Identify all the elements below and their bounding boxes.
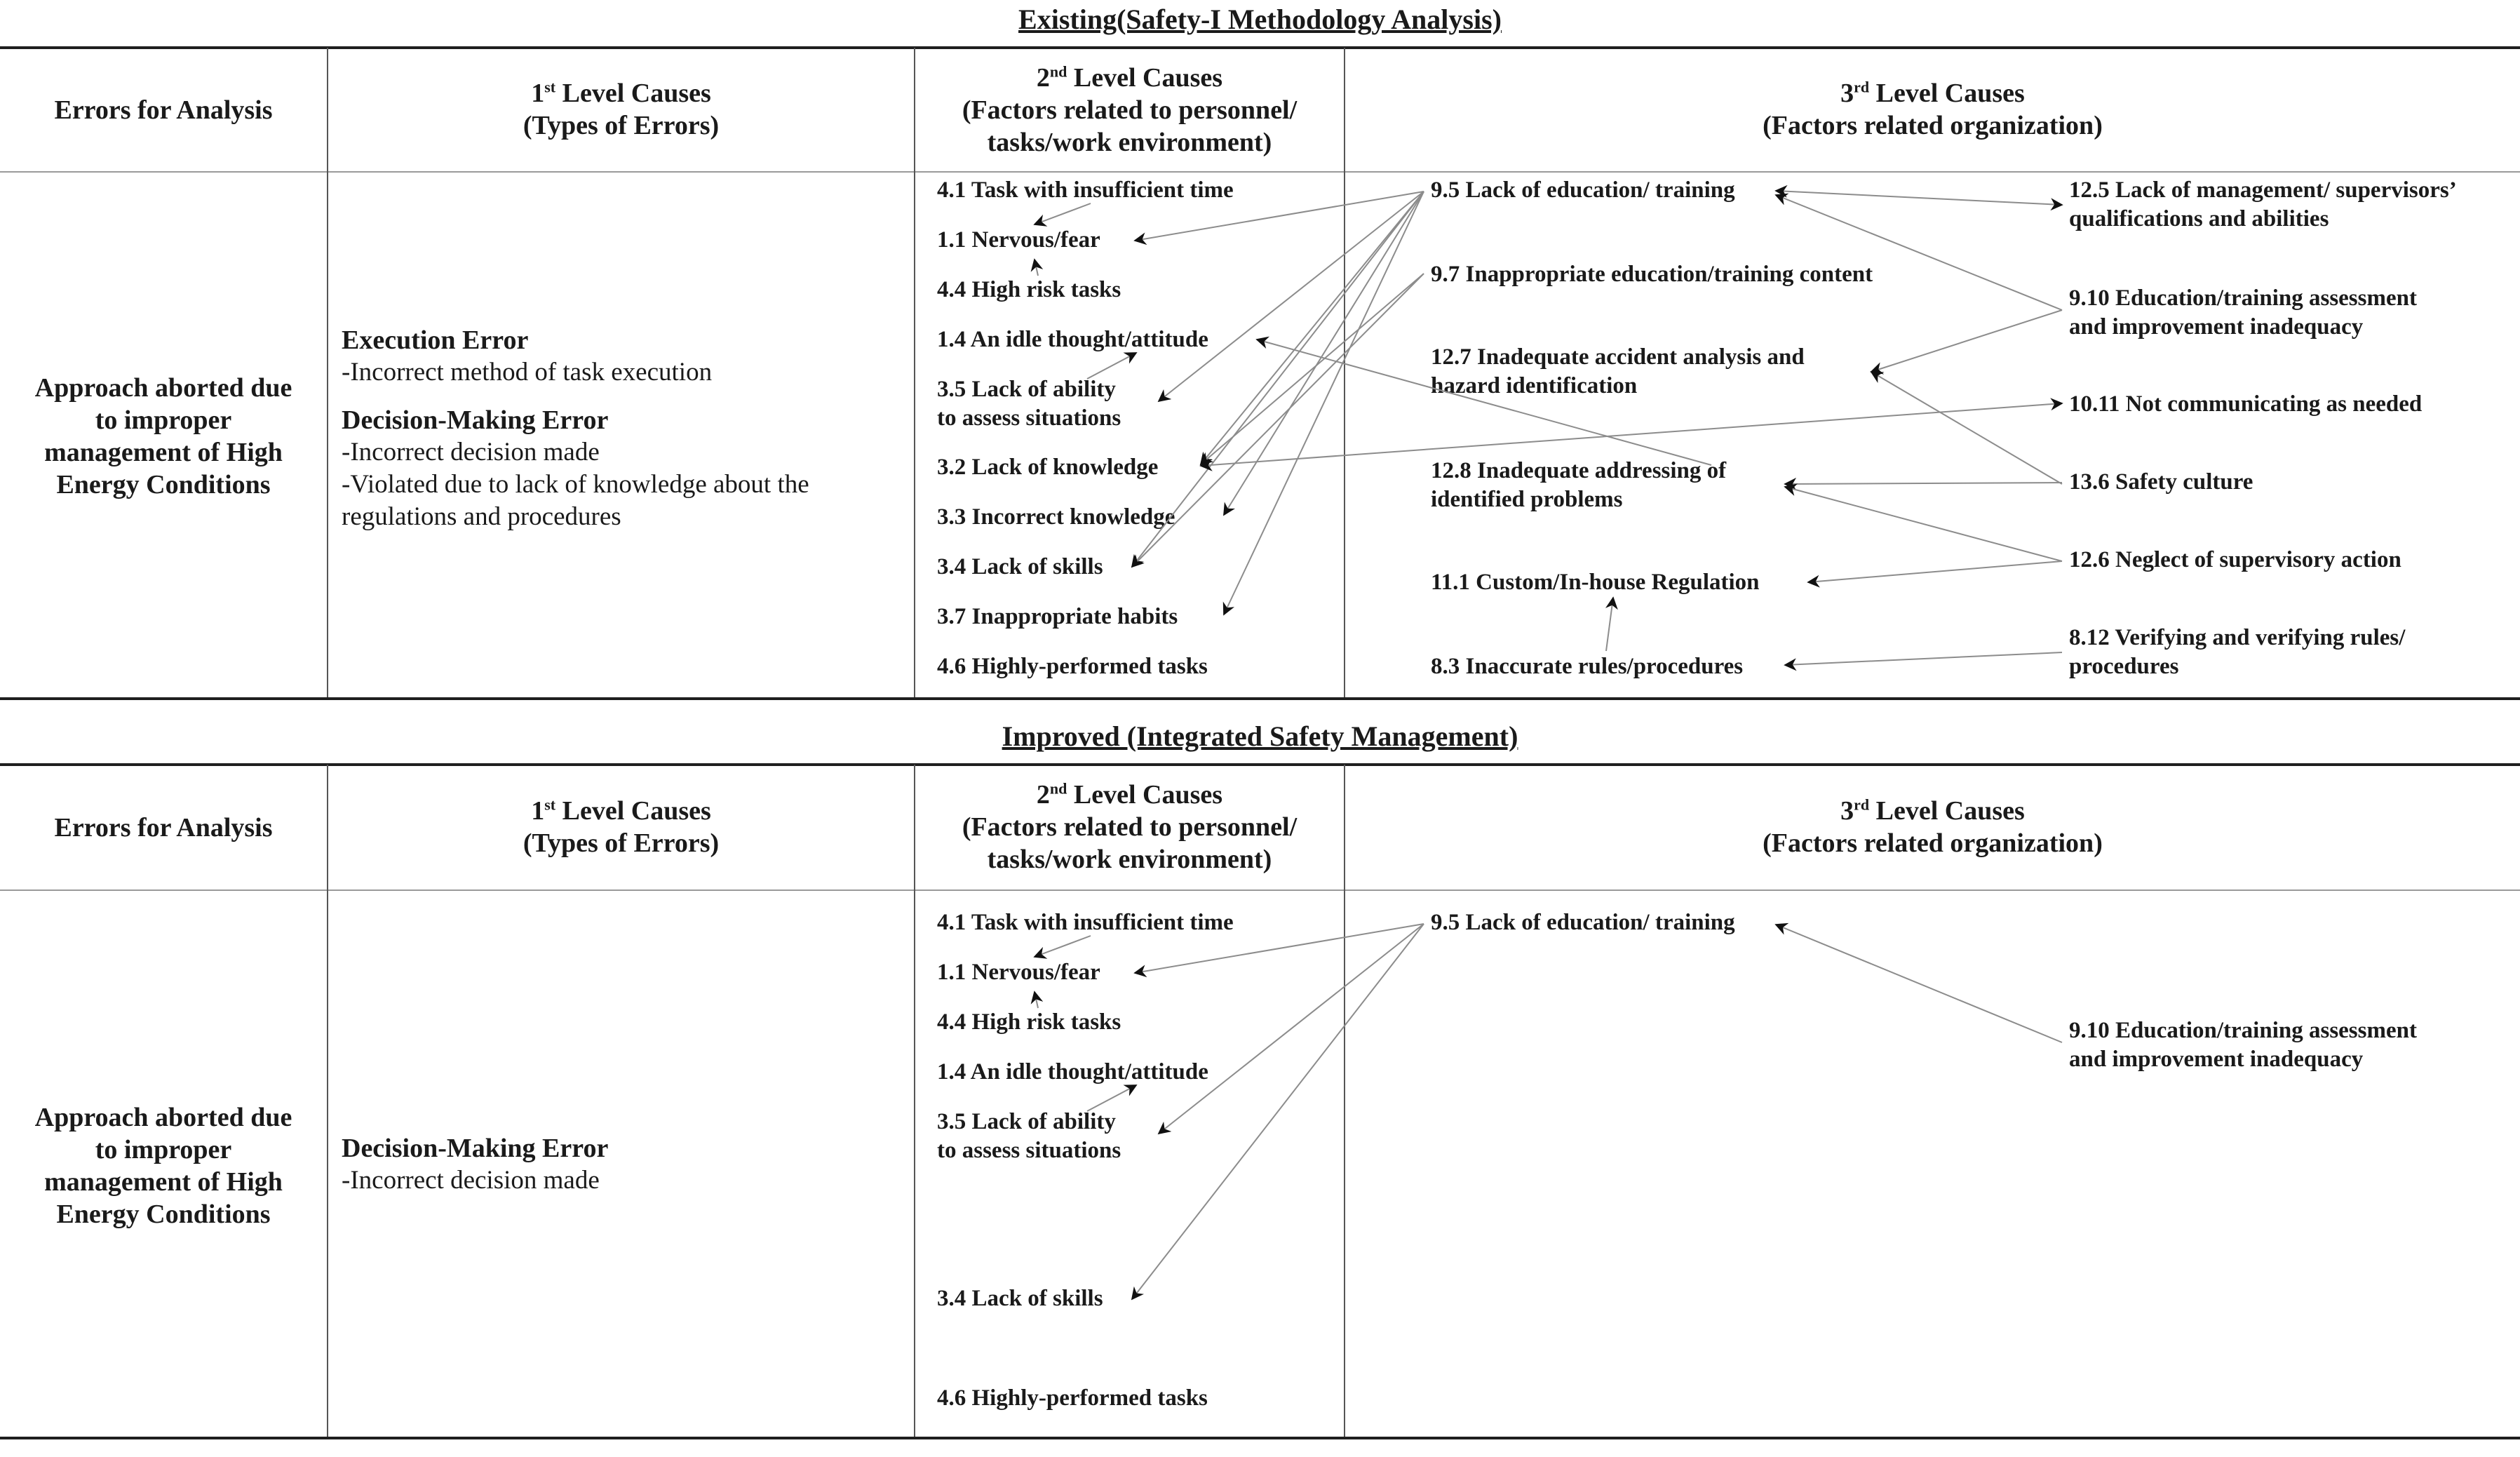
cause-4-6: 4.6 Highly-performed tasks (937, 1385, 1208, 1411)
cause-3-4: 3.4 Lack of skills (937, 1286, 1103, 1311)
arrow-9-5-to-3-4 (1132, 192, 1424, 567)
decision-error-desc: -Incorrect decision made (342, 438, 600, 466)
arrow-9-5-to-3-5 (1159, 924, 1424, 1134)
arrow-9-5-to-3-5 (1159, 192, 1424, 401)
cause-12-5: 12.5 Lack of management/ supervisors’ qualifications and abilities (2069, 177, 2457, 231)
cause-4-1: 4.1 Task with insufficient time (937, 177, 1234, 203)
arrow-9-10-to-9-5 (1776, 925, 2062, 1042)
cause-9-5: 9.5 Lack of education/ training (1431, 177, 1735, 203)
arrow-4-1-to-1-1 (1035, 936, 1091, 957)
decision-error-title: Decision-Making Error (342, 405, 609, 435)
arrow-9-10-to-9-5 (1776, 195, 2062, 310)
cause-3-4: 3.4 Lack of skills (937, 554, 1103, 579)
arrow-13-6-to-12-8 (1785, 483, 2062, 484)
arrow-12-6-to-12-8 (1785, 487, 2062, 561)
cause-3-5: 3.5 Lack of ability to assess situations (937, 377, 1121, 431)
arrow-9-5-to-1-1 (1135, 924, 1424, 973)
arrow-9-5-to-3-4 (1132, 924, 1424, 1299)
arrow-9-5-to-3-2 (1201, 192, 1424, 464)
cause-3-7: 3.7 Inappropriate habits (937, 604, 1178, 629)
arrow-8-3-to-11-1 (1606, 598, 1613, 651)
header-level3: 3rd Level Causes (Factors related organization) (1763, 795, 2103, 858)
cause-11-1: 11.1 Custom/In-house Regulation (1431, 570, 1760, 595)
header-errors: Errors for Analysis (54, 95, 273, 125)
cause-10-11: 10.11 Not communicating as needed (2069, 391, 2423, 417)
arrow-4-1-to-1-1 (1035, 203, 1091, 224)
decision-error-desc: -Incorrect decision made (342, 1166, 600, 1195)
cause-9-10: 9.10 Education/training assessment and improvement inadequacy (2069, 1018, 2417, 1072)
cause-9-7: 9.7 Inappropriate education/training content (1431, 262, 1873, 287)
cause-3-5: 3.5 Lack of ability to assess situations (937, 1109, 1121, 1163)
arrow-8-12-to-8-3 (1785, 652, 2062, 665)
header-level1: 1st Level Causes (Types of Errors) (523, 795, 720, 858)
cause-13-6: 13.6 Safety culture (2069, 469, 2253, 495)
cause-8-3: 8.3 Inaccurate rules/procedures (1431, 654, 1744, 679)
cause-12-7: 12.7 Inadequate accident analysis and hazard identification (1431, 344, 1805, 398)
arrow-9-7-to-3-2 (1201, 274, 1424, 464)
error-for-analysis: Approach aborted due to improper management of High Energy Conditions (34, 373, 292, 499)
arrow-10-11-to-3-2 (1201, 403, 2062, 466)
arrow-3-5-to-1-4 (1087, 353, 1136, 379)
header-errors: Errors for Analysis (54, 813, 273, 842)
arrow-3-5-to-1-4 (1087, 1085, 1136, 1111)
arrow-9-10-to-12-7 (1871, 310, 2062, 372)
header-level2: 2nd Level Causes (Factors related to personnel/ tasks/work environment) (962, 62, 1298, 157)
section-title-improved: Improved (Integrated Safety Management) (1002, 720, 1518, 752)
cause-3-3: 3.3 Incorrect knowledge (937, 504, 1175, 530)
cause-12-6: 12.6 Neglect of supervisory action (2069, 547, 2401, 572)
arrow-9-5-to-3-3 (1224, 192, 1424, 515)
cause-1-4: 1.4 An idle thought/attitude (937, 327, 1208, 352)
arrow-12-6-to-11-1 (1808, 561, 2062, 582)
execution-error-desc: -Incorrect method of task execution (342, 358, 713, 387)
arrow-13-6-to-12-7 (1871, 372, 2062, 484)
cause-12-8: 12.8 Inadequate addressing of identified problems (1431, 458, 1727, 512)
cause-4-4: 4.4 High risk tasks (937, 1009, 1121, 1035)
arrow-4-4-to-1-1 (1035, 992, 1038, 1008)
cause-1-1: 1.1 Nervous/fear (937, 960, 1100, 985)
cause-8-12: 8.12 Verifying and verifying rules/ procedures (2069, 625, 2406, 679)
cause-3-2: 3.2 Lack of knowledge (937, 455, 1159, 480)
cause-1-1: 1.1 Nervous/fear (937, 227, 1100, 253)
cause-4-1: 4.1 Task with insufficient time (937, 910, 1234, 935)
header-level3: 3rd Level Causes (Factors related organization) (1763, 78, 2103, 140)
cause-9-5: 9.5 Lack of education/ training (1431, 910, 1735, 935)
arrow-9-7-to-3-4 (1132, 274, 1424, 567)
cause-9-10: 9.10 Education/training assessment and improvement inadequacy (2069, 286, 2417, 340)
arrow-12-5-to-9-5 (1776, 191, 2062, 205)
arrow-4-4-to-1-1 (1035, 260, 1038, 276)
arrow-12-8-to-1-4 (1257, 340, 1711, 465)
cause-1-4: 1.4 An idle thought/attitude (937, 1059, 1208, 1085)
decision-error-desc: regulations and procedures (342, 502, 621, 531)
header-level2: 2nd Level Causes (Factors related to personnel/ tasks/work environment) (962, 779, 1298, 874)
cause-4-4: 4.4 High risk tasks (937, 277, 1121, 302)
arrow-9-5-to-1-1 (1135, 192, 1424, 241)
section-title-existing: Existing(Safety-I Methodology Analysis) (1018, 4, 1502, 35)
cause-4-6: 4.6 Highly-performed tasks (937, 654, 1208, 679)
error-for-analysis: Approach aborted due to improper management of High Energy Conditions (34, 1103, 292, 1229)
decision-error-title: Decision-Making Error (342, 1134, 609, 1163)
arrow-9-5-to-3-7 (1224, 192, 1424, 615)
decision-error-desc: -Violated due to lack of knowledge about the (342, 470, 809, 499)
execution-error-title: Execution Error (342, 325, 529, 355)
header-level1: 1st Level Causes (Types of Errors) (523, 78, 720, 140)
